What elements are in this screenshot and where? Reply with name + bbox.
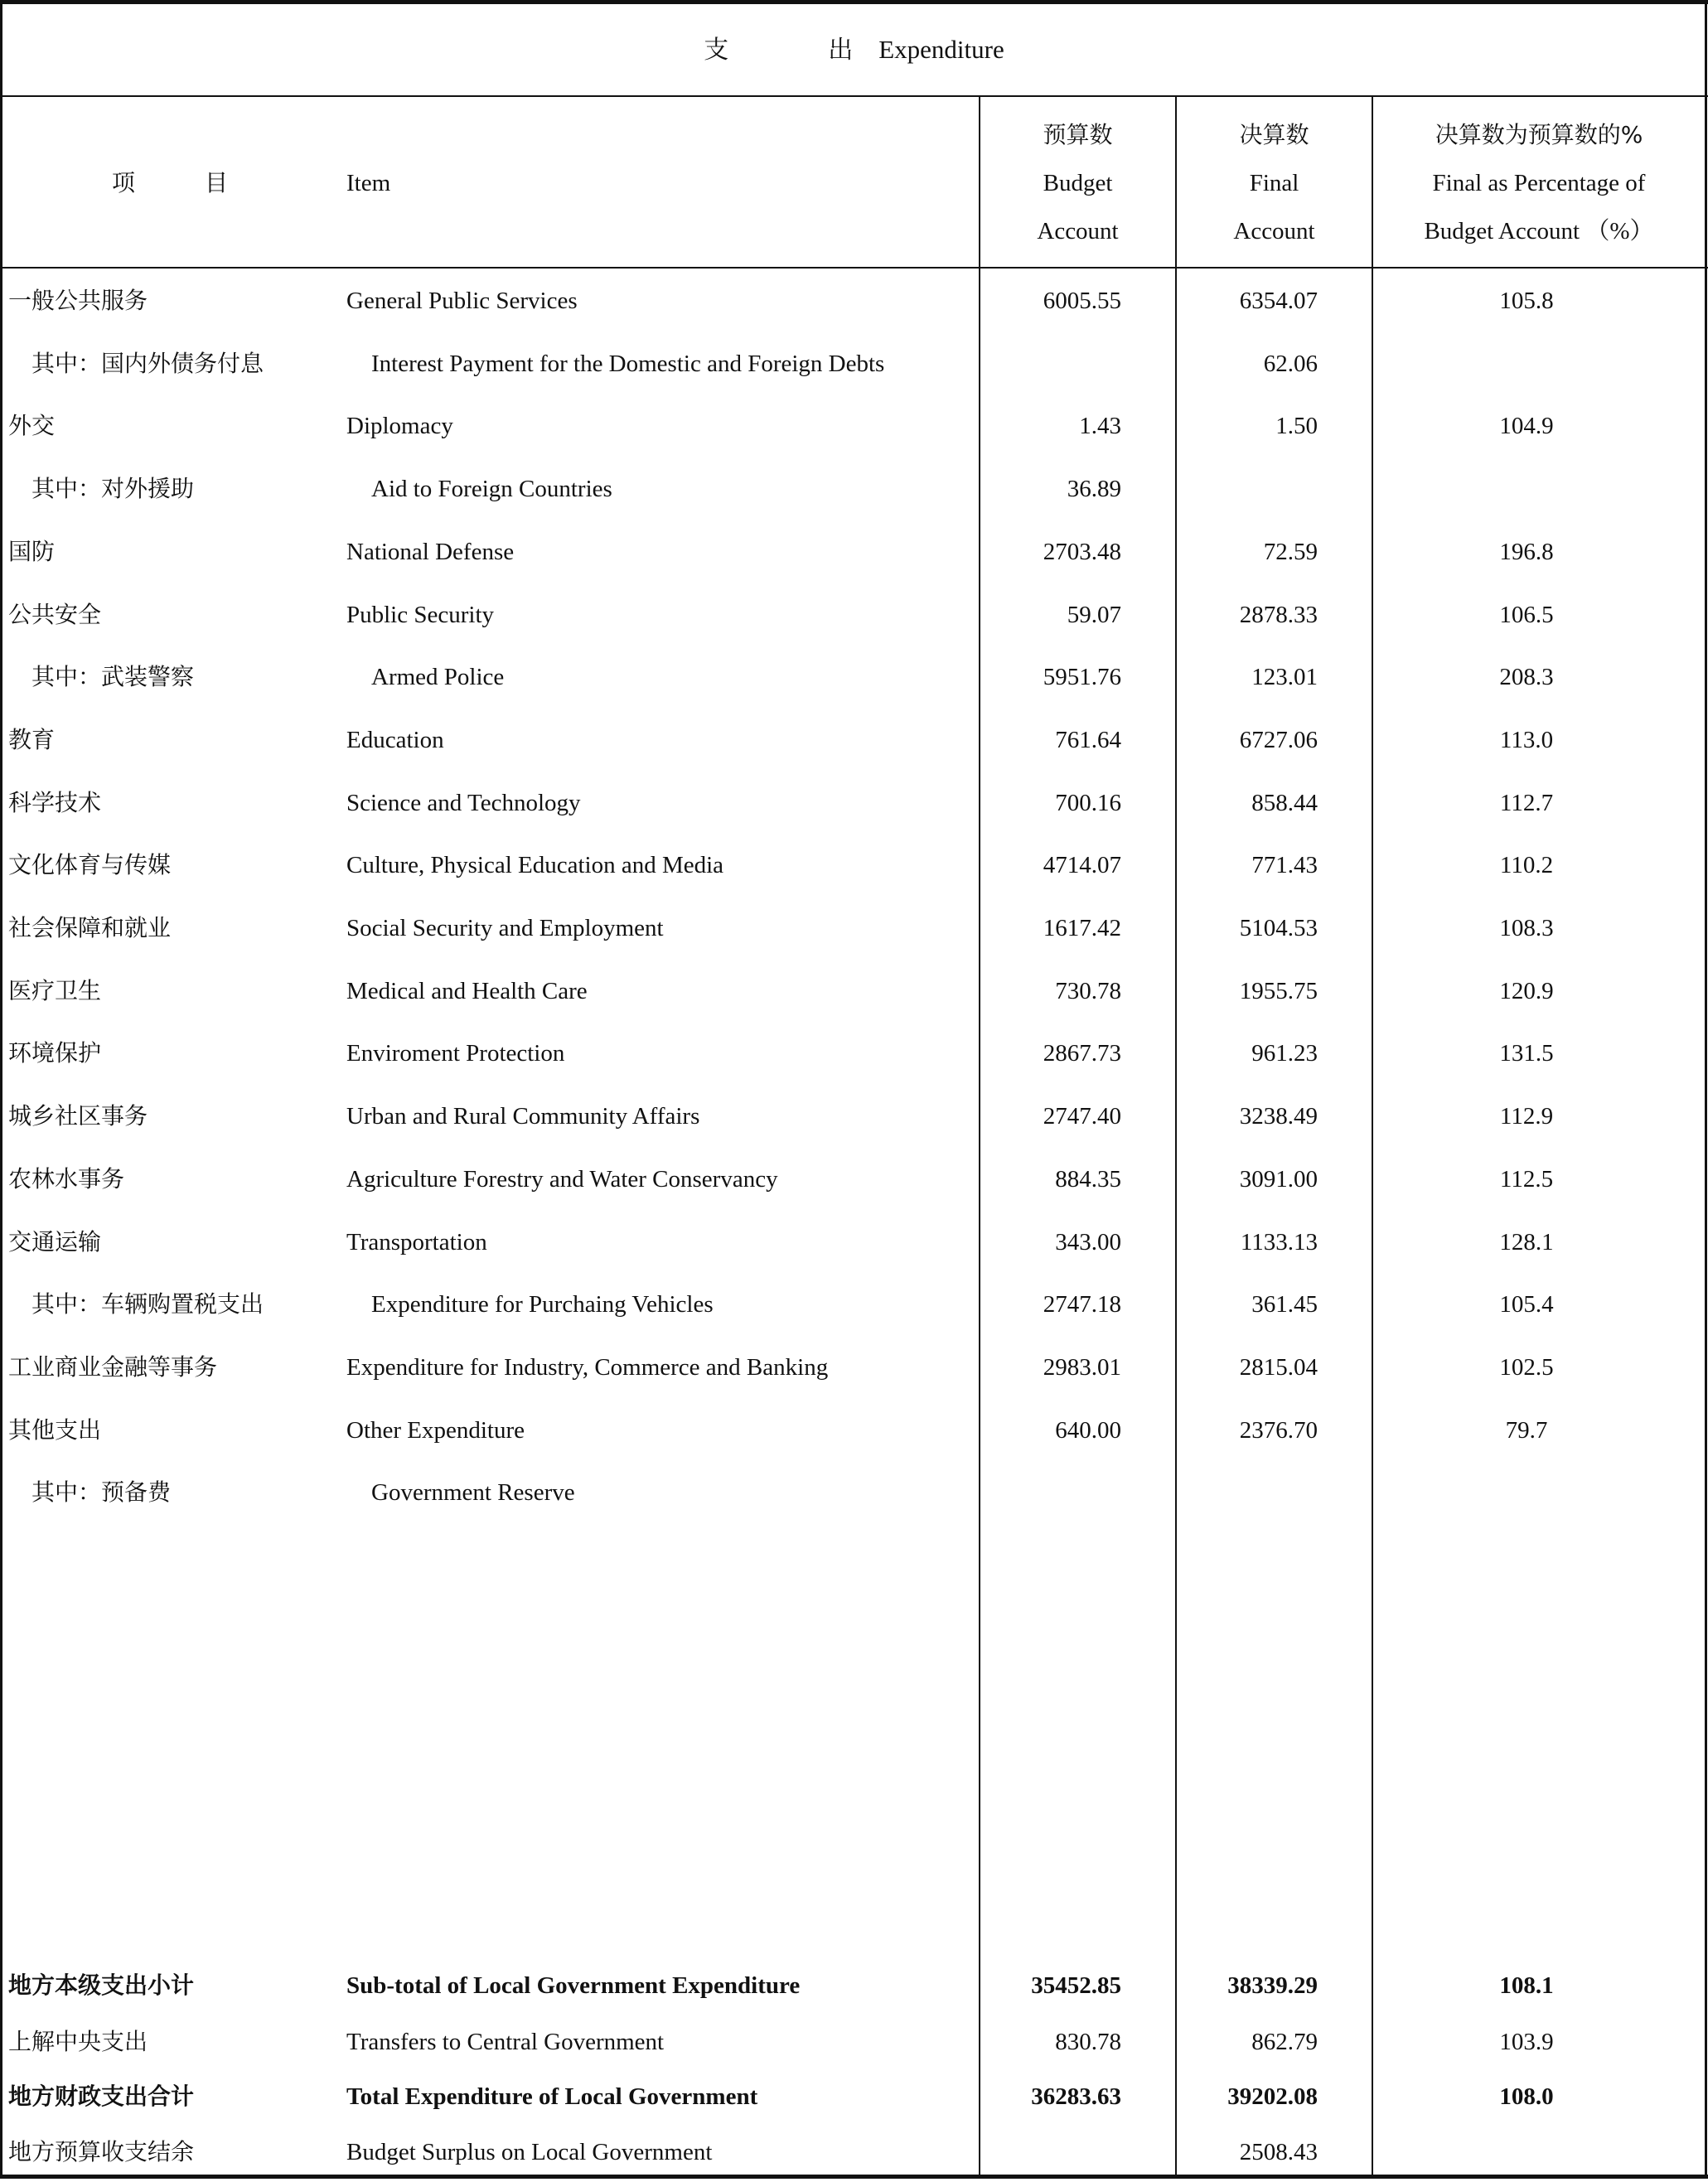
row-3-label-zh: 其中：对外援助 bbox=[31, 475, 195, 502]
row-14-label-en: Agriculture Forestry and Water Conservancy bbox=[346, 1166, 778, 1193]
row-5-budget: 59.07 bbox=[1067, 602, 1121, 628]
row-12-budget: 2867.73 bbox=[1043, 1040, 1121, 1067]
row-17-label-en: Expenditure for Industry, Commerce and Banking bbox=[346, 1354, 829, 1381]
row-2-final: 1.50 bbox=[1275, 413, 1318, 439]
total-row-2-label-zh: 地方财政支出合计 bbox=[8, 2083, 195, 2110]
row-8-percentage: 112.7 bbox=[1499, 790, 1554, 816]
total-row-1-percentage: 103.9 bbox=[1499, 2029, 1554, 2055]
row-3-label-en: Aid to Foreign Countries bbox=[371, 476, 612, 502]
row-13-final: 3238.49 bbox=[1239, 1103, 1318, 1130]
total-row-3-label-en: Budget Surplus on Local Government bbox=[346, 2139, 713, 2165]
row-11-percentage: 120.9 bbox=[1499, 978, 1554, 1004]
title-zh-right: 出 bbox=[828, 36, 854, 65]
table-left-border bbox=[0, 0, 2, 2179]
row-18-final: 2376.70 bbox=[1239, 1417, 1318, 1444]
row-17-final: 2815.04 bbox=[1239, 1354, 1318, 1381]
row-1-label-zh: 其中：国内外债务付息 bbox=[31, 350, 264, 377]
header-percentage: 决算数为预算数的% Final as Percentage of Budget Account （%） bbox=[1424, 121, 1654, 244]
table-right-border bbox=[1705, 0, 1707, 2179]
row-9-label-en: Culture, Physical Education and Media bbox=[346, 852, 724, 878]
row-19-label-zh: 其中：预备费 bbox=[31, 1478, 172, 1506]
row-0-label-zh: 一般公共服务 bbox=[8, 287, 148, 314]
row-10-budget: 1617.42 bbox=[1043, 915, 1121, 941]
row-15-budget: 343.00 bbox=[1055, 1229, 1121, 1255]
row-2-percentage: 104.9 bbox=[1499, 413, 1554, 439]
row-15-label-zh: 交通运输 bbox=[8, 1228, 102, 1255]
row-7-budget: 761.64 bbox=[1055, 727, 1121, 753]
row-14-label-zh: 农林水事务 bbox=[8, 1165, 125, 1193]
row-12-final: 961.23 bbox=[1251, 1040, 1318, 1067]
row-8-budget: 700.16 bbox=[1055, 790, 1121, 816]
row-16-percentage: 105.4 bbox=[1499, 1291, 1554, 1318]
row-19-label-en: Government Reserve bbox=[371, 1479, 575, 1506]
row-8-label-zh: 科学技术 bbox=[8, 789, 102, 816]
row-16-budget: 2747.18 bbox=[1043, 1291, 1121, 1318]
header-final: 决算数 Final Account bbox=[1233, 121, 1315, 244]
total-row-2-percentage: 108.0 bbox=[1499, 2083, 1554, 2110]
row-4-percentage: 196.8 bbox=[1499, 539, 1554, 565]
row-2-label-en: Diplomacy bbox=[346, 413, 453, 439]
title-zh-left: 支 bbox=[704, 36, 729, 65]
row-5-label-zh: 公共安全 bbox=[8, 601, 102, 628]
row-12-percentage: 131.5 bbox=[1499, 1040, 1554, 1067]
total-row-2-budget: 36283.63 bbox=[1031, 2083, 1121, 2110]
row-4-label-en: National Defense bbox=[346, 539, 515, 565]
row-10-final: 5104.53 bbox=[1239, 915, 1318, 941]
row-10-label-zh: 社会保障和就业 bbox=[8, 914, 172, 941]
row-11-label-en: Medical and Health Care bbox=[346, 978, 588, 1004]
total-row-0-final: 38339.29 bbox=[1227, 1972, 1318, 1999]
row-15-label-en: Transportation bbox=[346, 1229, 487, 1255]
row-17-percentage: 102.5 bbox=[1499, 1354, 1554, 1381]
header-budget: 预算数 Budget Account bbox=[1037, 121, 1119, 244]
row-18-budget: 640.00 bbox=[1055, 1417, 1121, 1444]
total-row-1-final: 862.79 bbox=[1251, 2029, 1318, 2055]
row-5-final: 2878.33 bbox=[1239, 602, 1318, 628]
row-7-percentage: 113.0 bbox=[1499, 727, 1554, 753]
row-4-budget: 2703.48 bbox=[1043, 539, 1121, 565]
row-13-percentage: 112.9 bbox=[1499, 1103, 1554, 1130]
total-row-0-label-zh: 地方本级支出小计 bbox=[8, 1972, 195, 1999]
row-17-budget: 2983.01 bbox=[1043, 1354, 1121, 1381]
row-5-label-en: Public Security bbox=[346, 602, 495, 628]
row-10-percentage: 108.3 bbox=[1499, 915, 1554, 941]
row-11-label-zh: 医疗卫生 bbox=[8, 977, 102, 1004]
total-row-0-label-en: Sub-total of Local Government Expenditure bbox=[346, 1972, 801, 1999]
row-0-label-en: General Public Services bbox=[346, 288, 578, 314]
row-11-budget: 730.78 bbox=[1055, 978, 1121, 1004]
row-0-budget: 6005.55 bbox=[1043, 288, 1121, 314]
row-6-budget: 5951.76 bbox=[1043, 664, 1121, 690]
table-bottom-border bbox=[0, 2175, 1708, 2179]
row-14-budget: 884.35 bbox=[1055, 1166, 1121, 1193]
row-7-label-zh: 教育 bbox=[8, 726, 56, 753]
row-13-label-en: Urban and Rural Community Affairs bbox=[346, 1103, 700, 1130]
row-2-label-zh: 外交 bbox=[8, 412, 56, 439]
row-1-final: 62.06 bbox=[1263, 351, 1318, 377]
row-17-label-zh: 工业商业金融等事务 bbox=[8, 1353, 218, 1381]
header-divider bbox=[0, 267, 1708, 269]
row-7-label-en: Education bbox=[346, 727, 444, 753]
row-9-label-zh: 文化体育与传媒 bbox=[8, 851, 172, 878]
row-7-final: 6727.06 bbox=[1239, 727, 1318, 753]
row-14-final: 3091.00 bbox=[1239, 1166, 1318, 1193]
row-9-final: 771.43 bbox=[1251, 852, 1318, 878]
row-10-label-en: Social Security and Employment bbox=[346, 915, 664, 941]
title-divider bbox=[0, 95, 1708, 97]
row-6-label-en: Armed Police bbox=[371, 664, 505, 690]
header-item-en: Item bbox=[346, 170, 391, 196]
total-row-2-final: 39202.08 bbox=[1227, 2083, 1318, 2110]
row-0-final: 6354.07 bbox=[1239, 288, 1318, 314]
row-6-final: 123.01 bbox=[1251, 664, 1318, 690]
row-18-label-zh: 其他支出 bbox=[8, 1416, 102, 1444]
total-row-0-budget: 35452.85 bbox=[1031, 1972, 1121, 1999]
row-13-label-zh: 城乡社区事务 bbox=[8, 1102, 148, 1130]
total-row-3-final: 2508.43 bbox=[1239, 2139, 1318, 2165]
row-9-budget: 4714.07 bbox=[1043, 852, 1121, 878]
row-16-final: 361.45 bbox=[1251, 1291, 1318, 1318]
row-13-budget: 2747.40 bbox=[1043, 1103, 1121, 1130]
row-8-label-en: Science and Technology bbox=[346, 790, 581, 816]
header-item-zh: 项 目 bbox=[111, 169, 228, 196]
title-en: Expenditure bbox=[878, 35, 1004, 64]
row-16-label-en: Expenditure for Purchaing Vehicles bbox=[371, 1291, 714, 1318]
row-14-percentage: 112.5 bbox=[1499, 1166, 1554, 1193]
row-12-label-en: Enviroment Protection bbox=[346, 1040, 565, 1067]
total-row-1-label-en: Transfers to Central Government bbox=[346, 2029, 665, 2055]
row-4-final: 72.59 bbox=[1263, 539, 1318, 565]
total-row-0-percentage: 108.1 bbox=[1499, 1972, 1554, 1999]
row-8-final: 858.44 bbox=[1251, 790, 1318, 816]
row-4-label-zh: 国防 bbox=[8, 538, 56, 565]
row-5-percentage: 106.5 bbox=[1499, 602, 1554, 628]
table-title bbox=[0, 25, 1708, 75]
table-top-border bbox=[0, 0, 1708, 4]
row-15-final: 1133.13 bbox=[1240, 1229, 1318, 1255]
total-row-3-label-zh: 地方预算收支结余 bbox=[8, 2138, 195, 2165]
row-12-label-zh: 环境保护 bbox=[8, 1039, 102, 1067]
row-9-percentage: 110.2 bbox=[1499, 852, 1554, 878]
total-row-1-budget: 830.78 bbox=[1055, 2029, 1121, 2055]
row-2-budget: 1.43 bbox=[1079, 413, 1121, 439]
row-16-label-zh: 其中：车辆购置税支出 bbox=[31, 1290, 264, 1318]
row-0-percentage: 105.8 bbox=[1499, 288, 1554, 314]
row-6-label-zh: 其中：武装警察 bbox=[31, 663, 195, 690]
row-3-budget: 36.89 bbox=[1067, 476, 1121, 502]
row-18-percentage: 79.7 bbox=[1505, 1417, 1548, 1444]
row-6-percentage: 208.3 bbox=[1499, 664, 1554, 690]
row-15-percentage: 128.1 bbox=[1499, 1229, 1554, 1255]
total-row-2-label-en: Total Expenditure of Local Government bbox=[346, 2083, 758, 2110]
row-11-final: 1955.75 bbox=[1239, 978, 1318, 1004]
total-row-1-label-zh: 上解中央支出 bbox=[8, 2028, 148, 2055]
row-1-label-en: Interest Payment for the Domestic and Foreign Debts bbox=[371, 351, 885, 377]
row-18-label-en: Other Expenditure bbox=[346, 1417, 525, 1444]
